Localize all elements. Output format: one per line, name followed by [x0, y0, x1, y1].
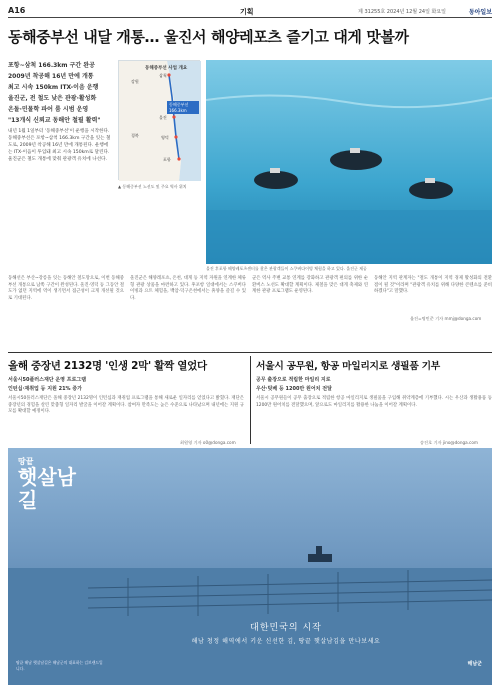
story2-byline: 송진호 기자 jino@donga.com	[420, 440, 478, 445]
ad-tagline: 대한민국의 시작	[250, 623, 322, 633]
story2-subheads	[256, 376, 492, 394]
page-number: A16	[8, 6, 26, 15]
air-tank	[350, 148, 360, 153]
main-headline: 동해중부선 내달 개통… 울진서 해양레포츠 즐기고 대게 맛볼까	[8, 28, 409, 46]
paper-name: 동아일보	[468, 9, 492, 16]
scuba-diving-photo	[206, 60, 492, 264]
ad-subline: 해남 청정 해역에서 키운 신선한 김, 땅끝 햇살남김을 만나보세요	[191, 638, 381, 645]
subhead: 최고 시속 150km ITX-이음 운행	[8, 84, 99, 91]
story1-headline: 올해 중장년 2132명 '인생 2막' 활짝 열었다	[8, 360, 207, 372]
air-tank	[425, 178, 435, 183]
diver	[254, 171, 298, 189]
story2-text: 서울시 공무원들이 공무 출장으로 적립한 항공 마일리지로 생필품을 구입해 취약계층에 기부했다. 시는 우산과 생활용품 등 1200만 원어치를 전달했으며, 앞으로도 마일리지를 활용한 나눔을 이어갈 계획이다.	[256, 396, 492, 408]
boat	[308, 554, 332, 562]
subhead: 2009년 착공해 16년 만에 개통	[8, 73, 94, 80]
advertisement	[8, 448, 492, 685]
map-title: 동해중부선 사업 개요	[145, 66, 188, 71]
station-marker	[167, 73, 170, 76]
photo-caption: 울진 후포항 해양레포츠센터를 찾은 관광객들이 스쿠버다이빙 체험을 하고 있다. 울진군 제공	[206, 266, 367, 271]
subhead: 포항~삼척 166.3km 구간 완공	[8, 62, 95, 69]
story1-byline: 최원영 기자 o0@donga.com	[180, 440, 236, 445]
map-label: 삼척	[159, 73, 167, 78]
story1-text: 서울시50플러스재단은 올해 중장년 2132명이 인턴십과 재취업 프로그램을 통해 새로운 일자리를 얻었다고 밝혔다. 재단은 중장년의 경험을 살린 맞춤형 일자리 발굴을 이어갈 계획이다. 참여자 만족도는 높은 수준으로 나타났으며 내년에는 지원 규모를 확대할 예정이다.	[8, 396, 244, 415]
body-column: 울진군은 해양레포츠, 온천, 대게 등 지역 자원을 연계한 체류형 관광 상품을 마련하고 있다. 후포항 일대에서는 스쿠버다이빙과 요트 체험을, 백암·덕구온천에서는 휴양을 즐길 수 있다.	[130, 276, 246, 301]
body-column: 동해선은 부산~강릉을 잇는 동해안 철도망으로, 이번 동해중부선 개통으로 남쪽 구간이 완성된다. 울진·영덕 등 그동안 철도가 없던 지역에 역이 생기면서 접근성이 크게 개선될 것으로 기대된다.	[8, 276, 124, 301]
route-map	[118, 60, 200, 180]
route-length-badge: 동해중부선 166.3km	[167, 101, 199, 114]
subhead: "13개식 신뢰교 동해안 철필 활력"	[8, 117, 101, 124]
main-byline: 울진=명민준 기자 mmj@donga.com	[410, 316, 482, 321]
map-label: 포항	[163, 157, 171, 162]
map-label: 울진	[159, 115, 167, 120]
ad-logo-small: 땅끝	[18, 456, 34, 466]
subhead: 울진군, 전 철도 낮은 관광·활성화	[8, 95, 97, 102]
station-marker	[177, 157, 180, 160]
issue-info: 제 31255호 2024년 12월 24일 화요일	[358, 9, 446, 15]
ad-footer: 땅끝 해남 햇살남길은 해남군의 대표하는 김브랜드입니다.	[16, 660, 103, 671]
body-column: 동해안 지역 관계자는 "철도 개통이 지역 경제 활성화의 전환점이 될 것"이라며 "관광객 유치를 위해 다양한 콘텐츠를 준비하겠다"고 말했다.	[374, 276, 492, 295]
story1-subheads	[8, 376, 248, 394]
map-label: 영덕	[161, 135, 169, 140]
subhead: 우산·텃베 등 1200만 원어치 전달	[256, 386, 332, 392]
map-label: 강원	[131, 79, 139, 84]
section-name: 기획	[240, 8, 254, 16]
air-tank	[270, 168, 280, 173]
photo-scene	[206, 60, 492, 264]
diver	[409, 181, 453, 199]
ad-logo-big: 햇살남길	[18, 465, 76, 512]
section-divider	[8, 352, 492, 353]
station-marker	[172, 115, 175, 118]
column-divider	[250, 356, 251, 444]
map-caption: ▲ 동해중부선 노선도 및 주요 역사 위치	[118, 184, 187, 189]
masthead	[8, 6, 492, 18]
subhead: 인턴십·재취업 등 지원 21% 증가	[8, 386, 82, 392]
ad-logo	[18, 456, 78, 512]
body-column: 군은 역사 주변 교통 연계를 강화하고 관광객 편의를 위한 순환버스 노선도 확대할 계획이다. 제철을 맞은 대게 축제와 연계한 관광 프로그램도 운영된다.	[252, 276, 368, 295]
subhead: 공무 출장으로 적립한 마일리 지로	[256, 377, 331, 383]
map-label: 경북	[131, 133, 139, 138]
subhead: 온돌·민물학 파어 룸 시범 운영	[8, 106, 89, 113]
ad-scene	[8, 448, 492, 685]
story2-headline: 서울시 공무원, 항공 마일리지로 생필품 기부	[256, 361, 440, 372]
main-subheads	[8, 60, 112, 126]
subhead: 서울시50플러스재단 운영 프로그램	[8, 377, 87, 383]
station-marker	[174, 135, 177, 138]
lead-paragraph: 내년 1월 1일부터 '동해중부선'이 운행을 시작한다. 동해중부선은 포항~삼척 166.3km 구간을 잇는 철도로, 2009년 착공해 16년 만에 개통된다. 운행에는 ITX-이음이 투입돼 최고 시속 150km로 달린다. 울진군은 철도 개통에 맞춰 관광객 유치에 나선다.	[8, 129, 111, 162]
ad-brand: 해남군	[467, 661, 482, 667]
